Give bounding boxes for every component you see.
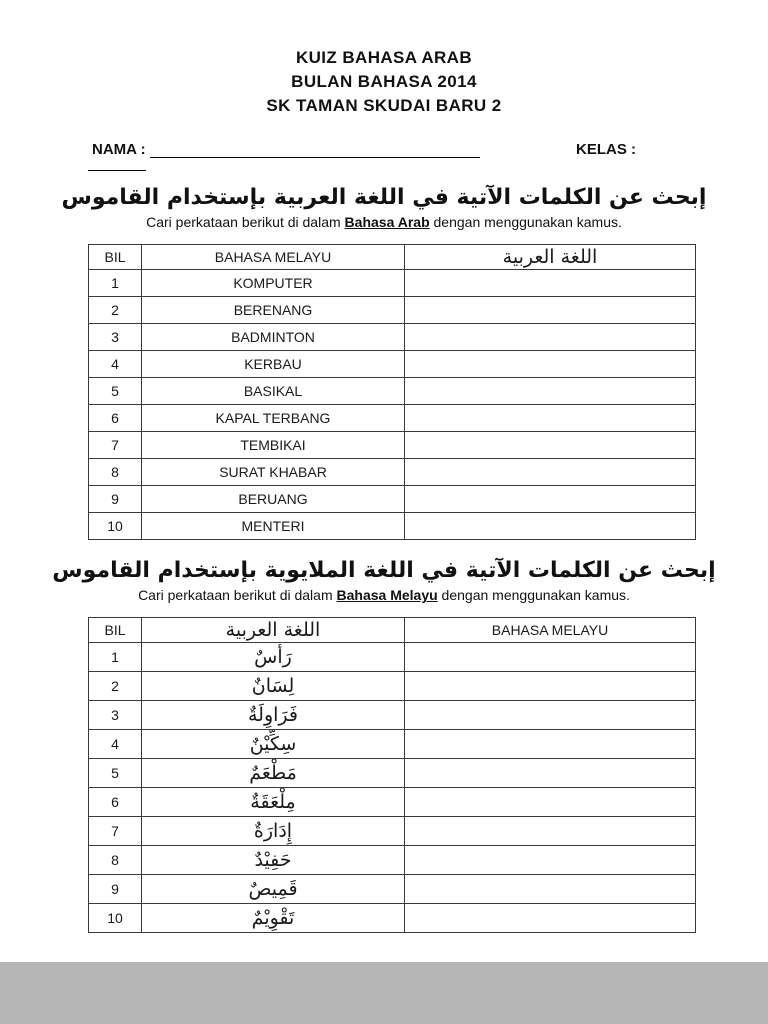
table-row [89, 701, 696, 730]
row-number: 7 [89, 817, 142, 846]
column-header: اللغة العربية [142, 618, 405, 643]
table-row [89, 405, 696, 432]
row-number: 9 [89, 875, 142, 904]
column-header: BIL [89, 618, 142, 643]
word-cell: حَفِيْدٌ [142, 846, 405, 875]
table-row [89, 788, 696, 817]
malay-instruction-1 [0, 214, 768, 230]
column-header: اللغة العربية [405, 245, 696, 270]
row-number: 2 [89, 672, 142, 701]
name-kelas-row [92, 141, 676, 158]
word-cell: قَمِيصٌ [142, 875, 405, 904]
row-number: 2 [89, 297, 142, 324]
word-cell: KAPAL TERBANG [142, 405, 405, 432]
word-cell: BERUANG [142, 486, 405, 513]
answer-cell [405, 875, 696, 904]
malay-instruction-2-suffix: dengan menggunakan kamus. [437, 587, 630, 604]
answer-cell [405, 904, 696, 933]
word-cell: MENTERI [142, 513, 405, 540]
table-row [89, 513, 696, 540]
word-cell: سِكِّيْنٌ [142, 730, 405, 759]
document-title-line-2: BULAN BAHASA 2014 [291, 71, 477, 91]
table-row [89, 486, 696, 513]
table-row [89, 904, 696, 933]
row-number: 5 [89, 759, 142, 788]
row-number: 4 [89, 351, 142, 378]
table-header-row [89, 245, 696, 270]
answer-cell [405, 643, 696, 672]
row-number: 3 [89, 324, 142, 351]
name-blank-line [150, 143, 480, 158]
table-row [89, 351, 696, 378]
table-row [89, 759, 696, 788]
answer-cell [405, 817, 696, 846]
word-cell: رَأْسٌ [142, 643, 405, 672]
table-row [89, 324, 696, 351]
name-label: NAMA : [92, 141, 146, 159]
answer-cell [405, 759, 696, 788]
malay-instruction-2-prefix: Cari perkataan berikut di dalam [138, 587, 337, 604]
row-number: 1 [89, 643, 142, 672]
row-number: 6 [89, 788, 142, 817]
answer-cell [405, 378, 696, 405]
table-row [89, 817, 696, 846]
arabic-instruction-1: إبحث عن الكلمات الآتية في اللغة العربية بإستخدام القاموس [61, 185, 707, 211]
answer-cell [405, 432, 696, 459]
document-title-line-1: KUIZ BAHASA ARAB [295, 48, 473, 67]
kelas-blank-line [88, 158, 146, 171]
word-cell: إِدَارَةٌ [142, 817, 405, 846]
answer-cell [405, 270, 696, 297]
answer-cell [405, 513, 696, 540]
answer-cell [405, 730, 696, 759]
row-number: 8 [89, 459, 142, 486]
table-row [89, 730, 696, 759]
table-row [89, 378, 696, 405]
column-header: BIL [89, 245, 142, 270]
row-number: 3 [89, 701, 142, 730]
word-cell: KERBAU [142, 351, 405, 378]
word-cell: BASIKAL [142, 378, 405, 405]
answer-cell [405, 672, 696, 701]
malay-instruction-1-prefix: Cari perkataan berikut di dalam [146, 214, 345, 231]
answer-cell [405, 405, 696, 432]
row-number: 1 [89, 270, 142, 297]
malay-instruction-1-keyword: Bahasa Arab [344, 214, 430, 231]
table-row [89, 270, 696, 297]
column-header: BAHASA MELAYU [405, 618, 696, 643]
table-row [89, 846, 696, 875]
vocab-table-melayu-to-arab [88, 244, 696, 540]
answer-cell [405, 297, 696, 324]
word-cell: BERENANG [142, 297, 405, 324]
answer-cell [405, 701, 696, 730]
table-row [89, 459, 696, 486]
arabic-instruction-2: إبحث عن الكلمات الآتية في اللغة الملايوية بإستخدام القاموس [52, 558, 716, 584]
answer-cell [405, 459, 696, 486]
viewer-gray-strip [0, 962, 768, 1024]
answer-cell [405, 324, 696, 351]
answer-cell [405, 351, 696, 378]
word-cell: تَقْوِيْمٌ [142, 904, 405, 933]
row-number: 9 [89, 486, 142, 513]
word-cell: لِسَانٌ [142, 672, 405, 701]
answer-cell [405, 486, 696, 513]
table-row [89, 643, 696, 672]
row-number: 8 [89, 846, 142, 875]
table-row [89, 432, 696, 459]
answer-cell [405, 846, 696, 875]
kelas-label: KELAS : [576, 141, 636, 159]
malay-instruction-1-suffix: dengan menggunakan kamus. [429, 214, 622, 231]
row-number: 7 [89, 432, 142, 459]
row-number: 6 [89, 405, 142, 432]
word-cell: فَرَاوِلَةٌ [142, 701, 405, 730]
table-row [89, 875, 696, 904]
row-number: 10 [89, 513, 142, 540]
row-number: 10 [89, 904, 142, 933]
word-cell: مَطْعَمٌ [142, 759, 405, 788]
row-number: 4 [89, 730, 142, 759]
column-header: BAHASA MELAYU [142, 245, 405, 270]
word-cell: KOMPUTER [142, 270, 405, 297]
word-cell: TEMBIKAI [142, 432, 405, 459]
document-title-line-3: SK TAMAN SKUDAI BARU 2 [266, 95, 502, 115]
word-cell: مِلْعَقَةٌ [142, 788, 405, 817]
row-number: 5 [89, 378, 142, 405]
malay-instruction-2-keyword: Bahasa Melayu [336, 587, 438, 604]
word-cell: SURAT KHABAR [142, 459, 405, 486]
malay-instruction-2 [0, 587, 768, 603]
vocab-table-arab-to-melayu [88, 617, 696, 933]
table-header-row [89, 618, 696, 643]
table-row [89, 672, 696, 701]
answer-cell [405, 788, 696, 817]
table-row [89, 297, 696, 324]
word-cell: BADMINTON [142, 324, 405, 351]
